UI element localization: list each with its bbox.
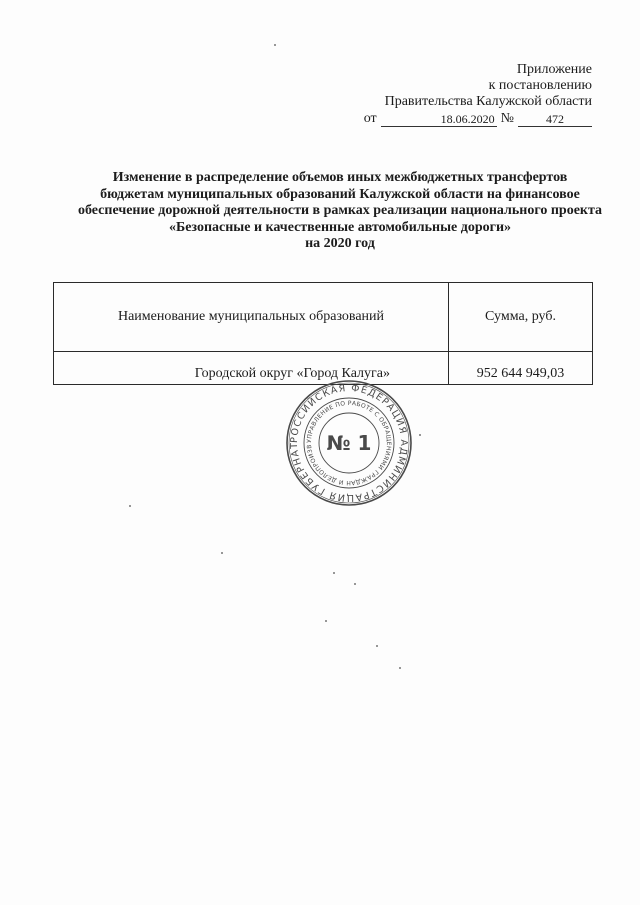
row-municipality-name: Городской округ «Город Калуга» (54, 352, 449, 385)
annex-header (364, 62, 592, 127)
annex-decree-ref: к постановлению (488, 78, 592, 93)
title-line-1: Изменение в распределение объемов иных межбюджетных трансфертов (112, 170, 568, 185)
official-seal (284, 378, 414, 508)
table-header-row (54, 283, 593, 352)
seal-center-number: № 1 (326, 431, 372, 455)
annex-label: Приложение (516, 62, 592, 77)
scan-speck (354, 583, 356, 585)
scan-speck (221, 552, 223, 554)
row-amount: 952 644 949,03 (449, 352, 593, 385)
seal-graphic (284, 378, 414, 508)
title-line-4: «Безопасные и качественные автомобильные дороги» (168, 219, 512, 235)
annex-number: 472 (518, 112, 592, 127)
annex-government: Правительства Калужской области (384, 94, 592, 109)
title-line-5: на 2020 год (305, 236, 375, 251)
scan-speck (333, 572, 335, 574)
document-title (60, 170, 620, 253)
seal-inner-text: УПРАВЛЕНИЕ ПО РАБОТЕ С ОБРАЩЕНИЯМИ ГРАЖДАН И ДЕЛОПРОИЗВ (305, 399, 393, 487)
annex-date-row (364, 111, 592, 127)
scan-speck (399, 667, 401, 669)
header-amount: Сумма, руб. (449, 283, 593, 352)
annex-date: 18.06.2020 (381, 112, 497, 127)
scan-speck (325, 620, 327, 622)
annex-number-label: № (500, 111, 514, 126)
seal-outer-text: РОССИЙСКАЯ ФЕДЕРАЦИЯ АДМИНИСТРАЦИЯ ГУБЕРНАТ (288, 382, 410, 504)
scan-speck (376, 645, 378, 647)
scan-speck (129, 505, 131, 507)
annex-from-label: от (363, 111, 377, 126)
title-line-3: обеспечение дорожной деятельности в рамках реализации национального проекта (77, 203, 603, 218)
title-line-2: бюджетам муниципальных образований Калужской области на финансовое (100, 186, 580, 202)
scan-speck (419, 434, 421, 436)
transfers-table (53, 282, 593, 385)
header-municipality: Наименование муниципальных образований (54, 283, 449, 352)
scan-speck (274, 44, 276, 46)
